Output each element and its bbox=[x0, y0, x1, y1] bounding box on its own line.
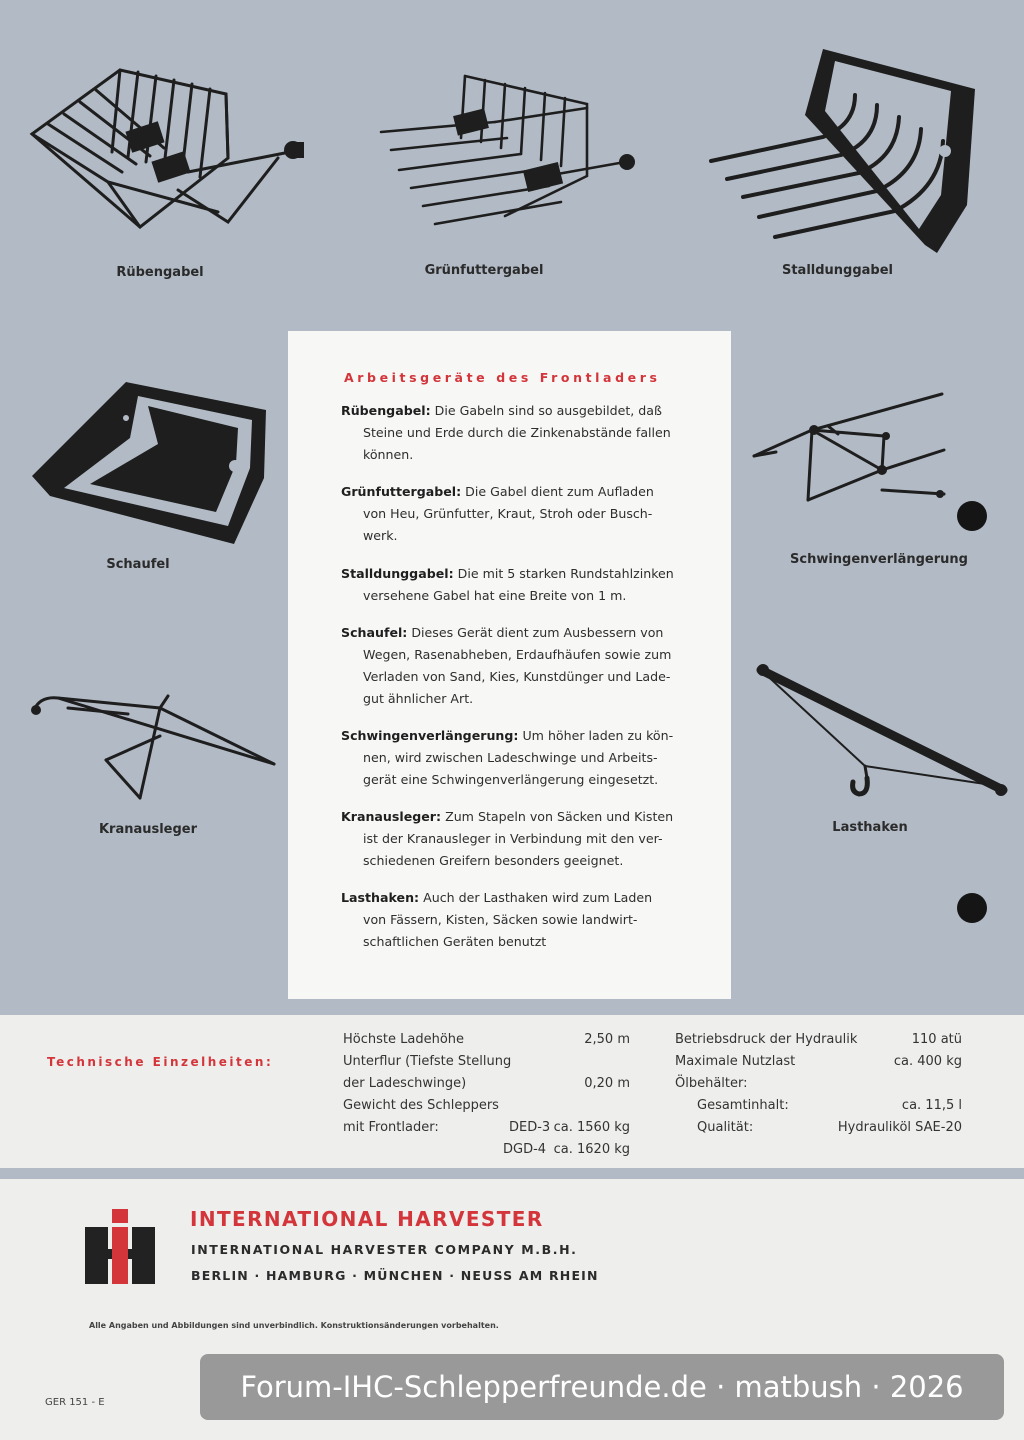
section-divider bbox=[0, 1168, 1024, 1179]
watermark: Forum-IHC-Schlepperfreunde.de · matbush · 2026 bbox=[200, 1354, 1004, 1420]
ruebengabel-illustration bbox=[28, 62, 308, 267]
gruenfuttergabel-illustration bbox=[375, 68, 650, 233]
entry-lasthaken: Lasthaken: Auch der Lasthaken wird zum Laden von Fässern, Kisten, Säcken sowie landwirt- schaftlichen Geräten benutzt bbox=[341, 890, 653, 949]
tech-label: Technische Einzelheiten: bbox=[47, 1055, 274, 1069]
entry-term: Grünfuttergabel: bbox=[341, 484, 462, 499]
spec-value: Hydrauliköl SAE-20 bbox=[837, 1120, 962, 1135]
company-cities: BERLIN · HAMBURG · MÜNCHEN · NEUSS AM RHEIN bbox=[191, 1268, 599, 1283]
schwingenverlaengerung-caption: Schwingenverlängerung bbox=[790, 552, 968, 567]
stalldunggabel-caption: Stalldunggabel bbox=[781, 263, 894, 278]
description-panel bbox=[288, 331, 731, 999]
spec-label: Gesamtinhalt: bbox=[697, 1098, 789, 1113]
spec-value: 110 atü bbox=[911, 1032, 962, 1047]
entry-ruebengabel: Rübengabel: Die Gabeln sind so ausgebildet, daß Steine und Erde durch die Zinkenabstände fallen können. bbox=[341, 403, 671, 462]
spec-value: ca. 400 kg bbox=[893, 1054, 962, 1069]
schaufel-illustration bbox=[30, 380, 270, 550]
ruebengabel-caption: Rübengabel bbox=[116, 265, 204, 280]
entry-term: Lasthaken: bbox=[341, 890, 420, 905]
spec-value: ca. 1560 kg bbox=[553, 1120, 630, 1135]
company-name: INTERNATIONAL HARVESTER bbox=[190, 1207, 544, 1231]
entry-term: Stalldunggabel: bbox=[341, 566, 454, 581]
lasthaken-illustration bbox=[755, 660, 1015, 805]
entry-kranausleger: Kranausleger: Zum Stapeln von Säcken und Kisten ist der Kranausleger in Verbindung mit den ver- schiedenen Greifern besonders geeignet. bbox=[341, 809, 674, 868]
lasthaken-caption: Lasthaken bbox=[832, 820, 908, 835]
panel-title: Arbeitsgeräte des Frontladers bbox=[344, 370, 661, 385]
punch-hole bbox=[957, 893, 987, 923]
entry-term: Rübengabel: bbox=[341, 403, 431, 418]
entry-schaufel: Schaufel: Dieses Gerät dient zum Ausbessern von Wegen, Rasenabheben, Erdaufhäufen sowie zum Verladen von Sand, Kies, Kunstdünger und Lade- gut ähnlicher Art. bbox=[341, 625, 672, 706]
punch-hole bbox=[957, 501, 987, 531]
spec-label: der Ladeschwinge) bbox=[343, 1076, 467, 1091]
ih-logo-icon bbox=[85, 1209, 155, 1284]
spec-label: Betriebsdruck der Hydraulik bbox=[675, 1032, 858, 1047]
spec-label: Höchste Ladehöhe bbox=[343, 1032, 465, 1047]
schwingenverlaengerung-illustration bbox=[752, 390, 947, 510]
spec-model: DED-3 bbox=[509, 1120, 551, 1135]
company-full-name: INTERNATIONAL HARVESTER COMPANY M.B.H. bbox=[191, 1242, 578, 1257]
entry-gruenfuttergabel: Grünfuttergabel: Die Gabel dient zum Aufladen von Heu, Grünfutter, Kraut, Stroh oder Busch- werk. bbox=[341, 484, 654, 543]
spec-model: DGD-4 bbox=[503, 1142, 547, 1157]
spec-value: ca. 11,5 l bbox=[901, 1098, 962, 1113]
entry-term: Kranausleger: bbox=[341, 809, 442, 824]
entry-stalldunggabel: Stalldunggabel: Die mit 5 starken Rundstahlzinken versehene Gabel hat eine Breite von 1 m. bbox=[341, 566, 674, 603]
disclaimer: Alle Angaben und Abbildungen sind unverbindlich. Konstruktionsänderungen vorbehalten. bbox=[89, 1321, 499, 1330]
spec-value: ca. 1620 kg bbox=[553, 1142, 630, 1157]
spec-value: 2,50 m bbox=[584, 1032, 630, 1047]
spec-label: Maximale Nutzlast bbox=[675, 1054, 796, 1069]
spec-label: Gewicht des Schleppers bbox=[343, 1098, 499, 1113]
entry-schwingenverlaengerung: Schwingenverlängerung: Um höher laden zu kön- nen, wird zwischen Ladeschwinge und Arbeits- gerät eine Schwingenverlängerung eingesetzt. bbox=[341, 728, 674, 787]
document-code: GER 151 - E bbox=[45, 1397, 105, 1408]
schaufel-caption: Schaufel bbox=[106, 557, 170, 572]
kranausleger-illustration bbox=[28, 688, 278, 808]
spec-label: Unterflur (Tiefste Stellung bbox=[343, 1054, 512, 1069]
entry-term: Schwingenverlängerung: bbox=[341, 728, 519, 743]
kranausleger-caption: Kranausleger bbox=[98, 822, 198, 837]
spec-value: 0,20 m bbox=[584, 1076, 630, 1091]
spec-label: Qualität: bbox=[697, 1120, 754, 1135]
spec-label: mit Frontlader: bbox=[343, 1120, 439, 1135]
entry-term: Schaufel: bbox=[341, 625, 408, 640]
gruenfuttergabel-caption: Grünfuttergabel bbox=[424, 263, 544, 278]
spec-label: Ölbehälter: bbox=[675, 1076, 748, 1091]
stalldunggabel-illustration bbox=[705, 45, 985, 260]
